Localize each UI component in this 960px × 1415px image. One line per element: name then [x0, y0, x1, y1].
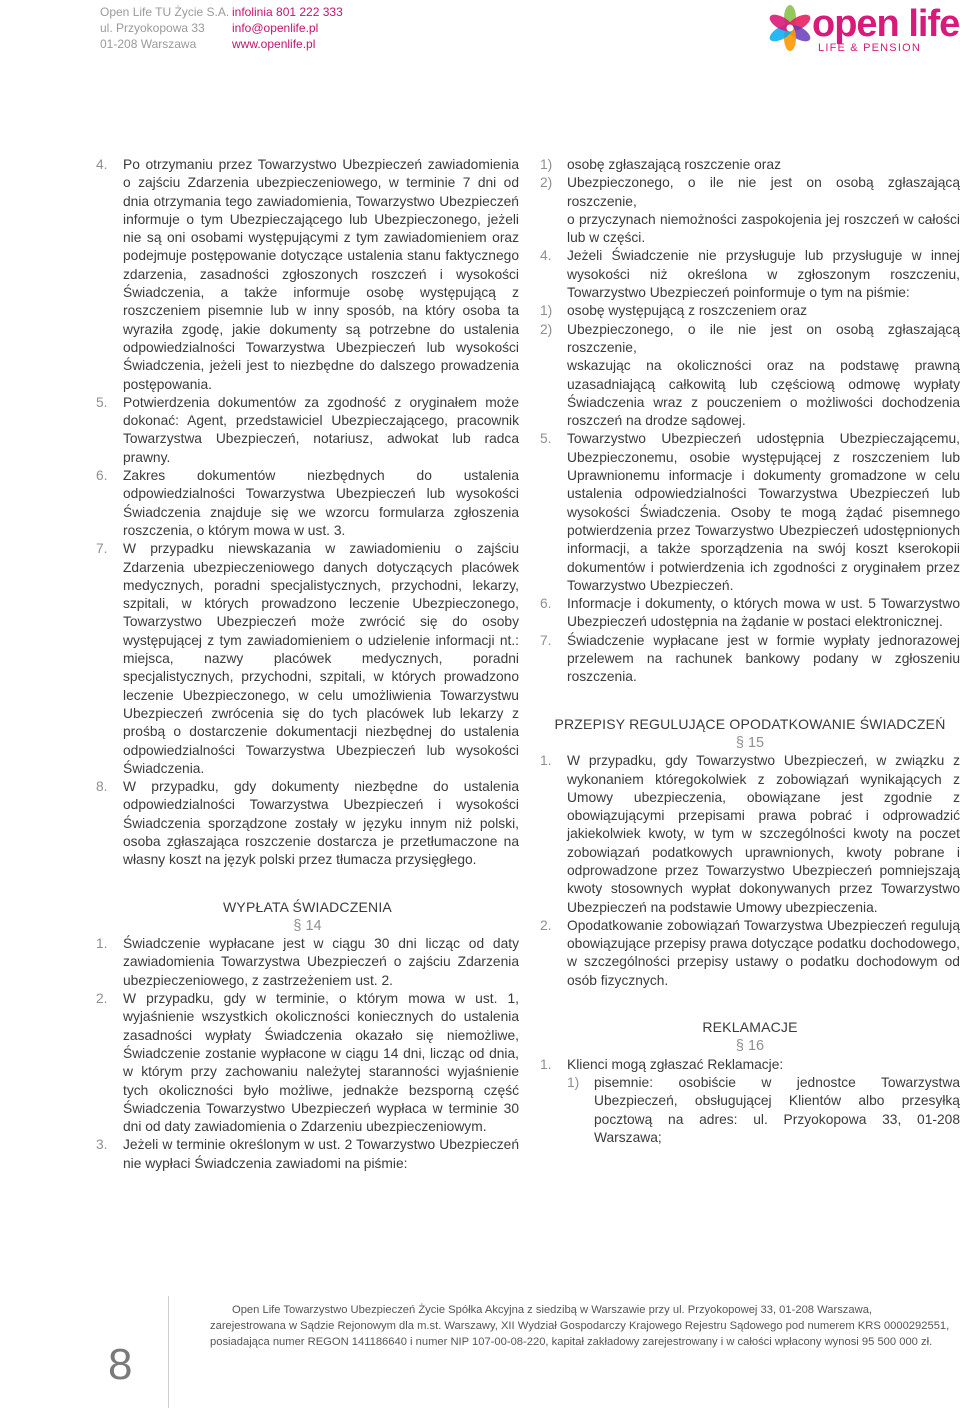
section-heading-taxation: PRZEPISY REGULUJĄCE OPODATKOWANIE ŚWIADCZEŃ: [554, 715, 946, 732]
paragraph-5: [540, 430, 960, 595]
paragraph-6: [540, 595, 960, 632]
paragraph-8: [96, 778, 519, 869]
paragraph-5: [96, 394, 519, 467]
right-column: [540, 156, 960, 1147]
list-continuation: [540, 357, 960, 430]
paragraph-text: W przypadku, gdy w terminie, o którym mowa w ust. 1, wyjaśnienie wszystkich okoliczności koniecznych do ustalenia zasadności wypłaty Świadczenia okazało się niemożliwe, Świadczenie zostanie wypłacone w ciągu 14 dni, licząc od dnia, w którym przy zachowaniu należytej staranności wyjaśnienie tych okoliczności było możliwe, jednakże bezsporną część Świadczenia Towarzystwo Ubezpieczeń wypłaca w terminie 30 dni od daty zawiadomienia o Zdarzeniu ubezpieczeniowym.: [123, 991, 519, 1135]
list-number: 1): [567, 1074, 580, 1090]
list-text: osobę zgłaszającą roszczenie oraz: [567, 157, 781, 172]
section-heading-complaints: REKLAMACJE: [702, 1019, 798, 1036]
paragraph-7: [96, 540, 519, 778]
list-continuation: [540, 211, 960, 248]
paragraph-number: 4.: [540, 248, 552, 264]
payout-paragraph-2: [96, 990, 519, 1136]
tax-paragraph-2: [540, 917, 960, 990]
paragraph-text: Zakres dokumentów niezbędnych do ustalenia odpowiedzialności Towarzystwa Ubezpieczeń lub wysokości Świadczenia znajduje się we wzorcu formularza zgłoszenia roszczenia, o którym mowa w ust. 3.: [123, 468, 519, 538]
paragraph-number: 1.: [540, 753, 552, 769]
paragraph-number: 3.: [96, 1137, 108, 1153]
paragraph-text: Świadczenie wypłacane jest w formie wypłaty jednorazowej przelewem na rachunek bankowy podany w zgłoszeniu roszczenia.: [567, 632, 960, 685]
paragraph-number: 2.: [96, 991, 108, 1007]
paragraph-number: 5.: [96, 394, 108, 410]
company-contact: [232, 4, 343, 52]
paragraph-4: [540, 247, 960, 302]
paragraph-7: [540, 632, 960, 687]
list-number: 1): [540, 157, 553, 172]
payout-paragraph-1: [96, 935, 519, 990]
continuation-text: wskazując na okoliczności oraz na podstawę prawną uzasadniającą całkowitą lub częściową odmowę wypłaty Świadczenia wraz z pouczeniem o możliwości dochodzenia roszczeń na drodze sądowej.: [567, 358, 960, 429]
footer-legal-info: [210, 1302, 950, 1350]
paragraph-number: 6.: [540, 596, 552, 612]
paragraph-text: Jeżeli Świadczenie nie przysługuje lub przysługuje w innej wysokości niż określona w zgłoszonym roszczeniu, Towarzystwo Ubezpieczeń poinformuje o tym na piśmie:: [567, 248, 960, 301]
paragraph-number: 1.: [96, 936, 108, 952]
logo-tagline: LIFE & PENSION: [818, 42, 921, 54]
paragraph-number: 4.: [96, 157, 108, 172]
footer-line-2: zarejestrowana w Sądzie Rejonowym dla m.st. Warszawy, XII Wydział Gospodarczy Krajowego Rejestru Sądowego pod numerem KRS 0000292551,: [210, 1320, 950, 1332]
section-number-16: § 16: [735, 1038, 765, 1055]
list-item: [540, 321, 960, 358]
paragraph-number: 7.: [540, 632, 552, 648]
paragraph-text: W przypadku, gdy dokumenty niezbędne do ustalenia odpowiedzialności Towarzystwa Ubezpieczeń i wysokości Świadczenia sporządzone zostały w języku innym niż polski, osoba zgłaszająca roszczenie dostarcza je przetłumaczone na własny koszt na język polski przez tłumacza przysięgłego.: [123, 779, 519, 868]
list-text: Ubezpieczonego, o ile nie jest on osobą zgłaszającą roszczenie,: [567, 321, 960, 355]
paragraph-text: Jeżeli w terminie określonym w ust. 2 Towarzystwo Ubezpieczeń nie wypłaci Świadczenia zawiadomi na piśmie:: [123, 1137, 519, 1171]
website-link[interactable]: www.openlife.pl: [232, 37, 316, 51]
payout-paragraph-3: [96, 1136, 519, 1173]
section-number-15: § 15: [735, 734, 765, 751]
list-number: 2): [540, 321, 553, 337]
logo-wordmark: open life: [812, 3, 960, 45]
paragraph-number: 8.: [96, 779, 108, 795]
continuation-text: o przyczynach niemożności zaspokojenia jej roszczeń w całości lub w części.: [567, 211, 960, 246]
paragraph-text: Świadczenie wypłacane jest w ciągu 30 dni licząc od daty zawiadomienia Towarzystwa Ubezpieczeń o zajściu Zdarzenia ubezpieczeniowego, z zastrzeżeniem ust. 2.: [123, 936, 519, 988]
paragraph-4: [96, 156, 519, 394]
company-street: ul. Przyokopowa 33: [100, 21, 205, 35]
list-item: [540, 156, 960, 174]
tax-paragraph-1: [540, 752, 960, 917]
list-number: 1): [540, 303, 553, 319]
section-number-14: § 14: [293, 917, 322, 934]
page-number: 8: [108, 1340, 133, 1389]
complaints-paragraph-1: [540, 1056, 960, 1074]
list-number: 2): [540, 175, 553, 191]
company-city: 01-208 Warszawa: [100, 37, 197, 51]
list-item: [540, 302, 960, 320]
paragraph-text: W przypadku niewskazania w zawiadomieniu o zajściu Zdarzenia ubezpieczeniowego danych dotyczących placówek medycznych, poradni specjalistycznych, przychodni, lekarzy, szpitali, w których prowadzono leczenie Ubezpieczonego, Towarzystwo Ubezpieczeń może zwrócić się do osoby występującej z tym zawiadomieniem o udzielenie informacji nt.: miejsca, nazwy placówek medycznych, poradni specjalistycznych, przychodni, szpitali, w których prowadzono leczenie Ubezpieczonego, w celu umożliwienia Towarzystwu Ubezpieczeń zwrócenia się do tych placówek lub lekarzy z prośbą o dostarczenie dokumentacji niezbędnej do ustalenia odpowiedzialności Towarzystwa Ubezpieczeń lub wysokości Świadczenia.: [123, 541, 519, 776]
open-life-logo: [768, 2, 958, 60]
section-heading-payout: WYPŁATA ŚWIADCZENIA: [223, 898, 392, 915]
paragraph-text: Informacje i dokumenty, o których mowa w ust. 5 Towarzystwo Ubezpieczeń udostępnia na żądanie w postaci elektronicznej.: [567, 596, 960, 630]
list-text: pisemnie: osobiście w jednostce Towarzystwa Ubezpieczeń, obsługującej Klientów albo przesyłką pocztową na adres: ul. Przyokopowa 33, 01-208 Warszawa;: [594, 1074, 960, 1145]
flower-logo-icon: [768, 4, 812, 54]
list-text: Ubezpieczonego, o ile nie jest on osobą zgłaszającą roszczenie,: [567, 175, 960, 209]
paragraph-number: 6.: [96, 468, 108, 484]
paragraph-number: 2.: [540, 917, 552, 933]
company-name: Open Life TU Życie S.A.: [100, 5, 230, 19]
list-text: osobę występującą z roszczeniem oraz: [567, 303, 808, 319]
paragraph-number: 5.: [540, 431, 552, 447]
paragraph-number: 1.: [540, 1056, 552, 1072]
paragraph-text: Potwierdzenia dokumentów za zgodność z oryginałem może dokonać: Agent, przedstawiciel Ubezpieczającego, pracownik Towarzystwa Ubezpieczeń, notariusz, adwokat lub radca prawny.: [123, 394, 519, 465]
email-link[interactable]: info@openlife.pl: [232, 21, 319, 35]
list-item: [567, 1074, 960, 1147]
paragraph-text: Po otrzymaniu przez Towarzystwo Ubezpieczeń zawiadomienia o zajściu Zdarzenia ubezpieczeniowego, w terminie 7 dni od dnia otrzymania tego zawiadomienia, Towarzystwo Ubezpieczeń informuje o tym Ubezpieczającego lub Ubezpieczonego, jeżeli nie są oni osobami występującymi z tym zawiadomieniem oraz podejmuje postępowanie dotyczące ustalenia stanu faktycznego zdarzenia, zasadności zgłoszonych roszczeń i wysokości Świadczenia, a także informuje osobę występującą z roszczeniem pisemnie lub w inny sposób, na który osoba ta wyraziła zgodę, jakie dokumenty są potrzebne do ustalenia odpowiedzialności Towarzystwa Ubezpieczeń lub wysokości Świadczenia, jeżeli jest to niezbędne do dalszego prowadzenia postępowania.: [123, 157, 519, 392]
footer-line-3: posiadająca numer REGON 141186640 i numer NIP 107-00-08-220, kapitał zakładowy zarejestrowany i w całości wpłacony wynosi 95 500 000 zł.: [210, 1336, 933, 1348]
company-address: [100, 4, 229, 52]
paragraph-text: Opodatkowanie zobowiązań Towarzystwa Ubezpieczeń regulują obowiązujące przepisy prawa dotyczące podatku dochodowego, w szczególności przepisy ustawy o podatku dochodowym od osób fizycznych.: [567, 917, 960, 988]
paragraph-6: [96, 467, 519, 540]
left-column: [96, 156, 519, 1173]
footer-line-1: Open Life Towarzystwo Ubezpieczeń Życie Spółka Akcyjna z siedzibą w Warszawie przy ul. Przyokopowej 33, 01-208 Warszawa,: [232, 1304, 873, 1316]
paragraph-number: 7.: [96, 541, 108, 557]
paragraph-text: W przypadku, gdy Towarzystwo Ubezpieczeń, w związku z wykonaniem któregokolwiek z zobowiązań wynikających z Umowy ubezpieczenia, obowiązane jest zgodnie z obowiązującymi przepisami prawa pobrać i odprowadzić jakiekolwiek kwoty, w tym w szczególności kwoty na poczet zobowiązań podatkowych uprawnionych, kwoty pobrane i odprowadzone przez Towarzystwo Ubezpieczeń pomniejszają kwoty stosownych wypłat dokonywanych przez Towarzystwo Ubezpieczeń na podstawie Umowy ubezpieczenia.: [567, 753, 960, 915]
hotline: infolinia 801 222 333: [232, 5, 343, 19]
paragraph-text: Klienci mogą zgłaszać Reklamacje:: [567, 1056, 784, 1072]
footer-divider: [168, 1296, 169, 1408]
list-item: [540, 174, 960, 211]
paragraph-text: Towarzystwo Ubezpieczeń udostępnia Ubezpieczającemu, Ubezpieczonemu, osobie występującej z roszczeniem lub Uprawnionemu informacje i dokumenty gromadzone w celu ustalenia odpowiedzialności Towarzystwa Ubezpieczeń lub wysokości Świadczenia. Osoby te mogą żądać pisemnego potwierdzenia przez Towarzystwo Ubezpieczeń udostępnionych informacji, a także sporządzenia na swój koszt kserokopii dokumentów i potwierdzenia ich zgodności z oryginałem przez Towarzystwo Ubezpieczeń.: [567, 431, 960, 593]
